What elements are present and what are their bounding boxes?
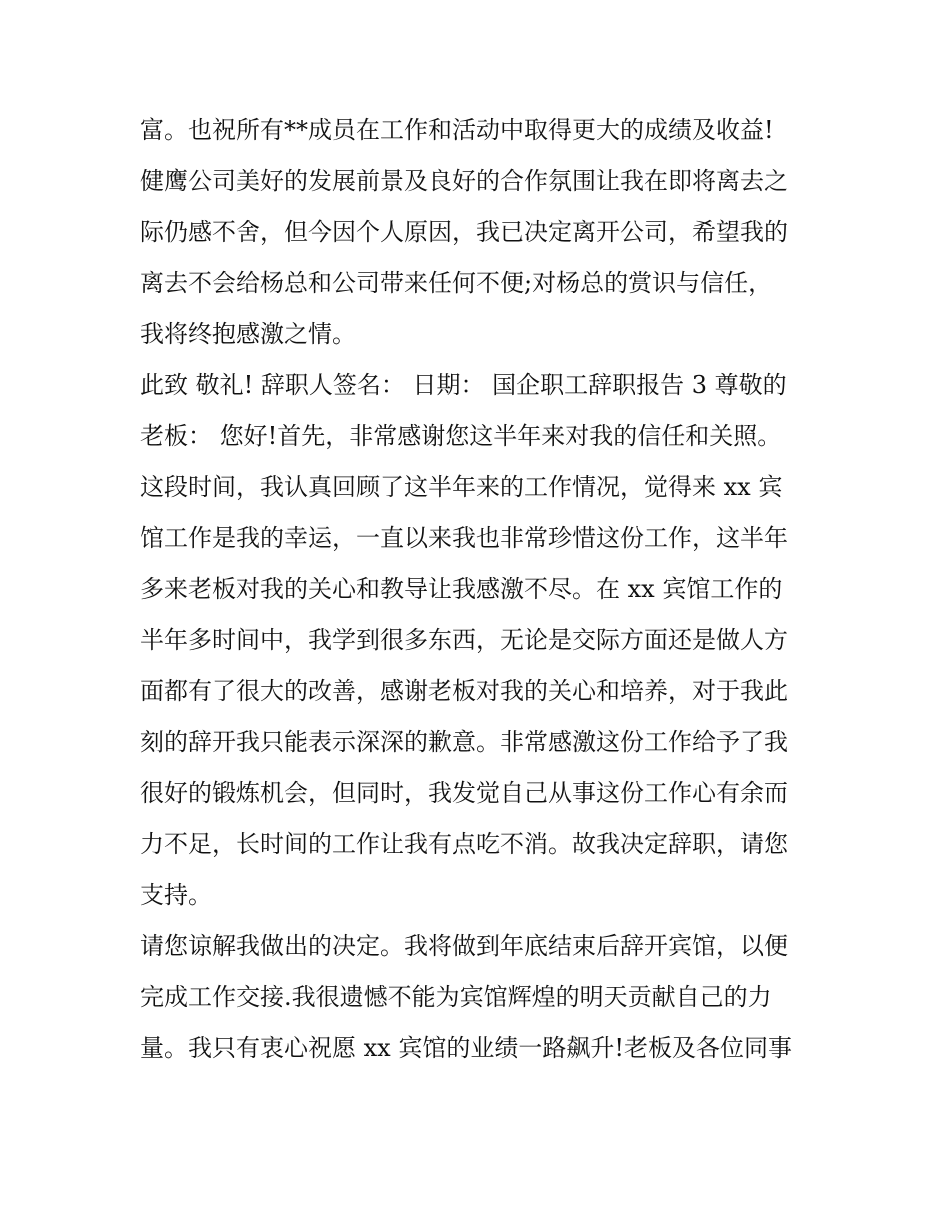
text-line: 我将终抱感激之情。 [140,320,356,348]
text-line: 支持。 [140,881,212,909]
text-line: 完成工作交接.我很遗憾不能为宾馆辉煌的明天贡献自己的力 [140,983,772,1011]
text-line: 半年多时间中，我学到很多东西，无论是交际方面还是做人方 [140,626,788,654]
text-line: 力不足，长时间的工作让我有点吃不消。故我决定辞职，请您 [140,830,788,858]
text-line: 面都有了很大的改善，感谢老板对我的关心和培养，对于我此 [140,677,788,705]
text-line: 很好的锻炼机会，但同时，我发觉自己从事这份工作心有余而 [140,779,788,807]
text-line: 刻的辞开我只能表示深深的歉意。非常感激这份工作给予了我 [140,728,788,756]
text-line: 此致 敬礼! 辞职人签名： 日期： 国企职工辞职报告 3 尊敬的 [140,371,787,399]
text-line: 富。也祝所有**成员在工作和活动中取得更大的成绩及收益! [140,116,774,144]
text-line: 馆工作是我的幸运，一直以来我也非常珍惜这份工作，这半年 [140,524,788,552]
text-line: 老板： 您好!首先，非常感谢您这半年来对我的信任和关照。 [140,422,782,450]
text-line: 离去不会给杨总和公司带来任何不便;对杨总的赏识与信任， [140,269,773,297]
text-line: 量。我只有衷心祝愿 xx 宾馆的业绩一路飙升!老板及各位同事 [140,1034,792,1062]
text-line: 际仍感不舍，但今因个人原因，我已决定离开公司，希望我的 [140,218,788,246]
body-text [140,108,820,1077]
text-line: 健鹰公司美好的发展前景及良好的合作氛围让我在即将离去之 [140,167,788,195]
text-line: 这段时间，我认真回顾了这半年来的工作情况，觉得来 xx 宾 [140,473,783,501]
text-line: 多来老板对我的关心和教导让我感激不尽。在 xx 宾馆工作的 [140,575,783,603]
text-line: 请您谅解我做出的决定。我将做到年底结束后辞开宾馆，以便 [140,932,788,960]
